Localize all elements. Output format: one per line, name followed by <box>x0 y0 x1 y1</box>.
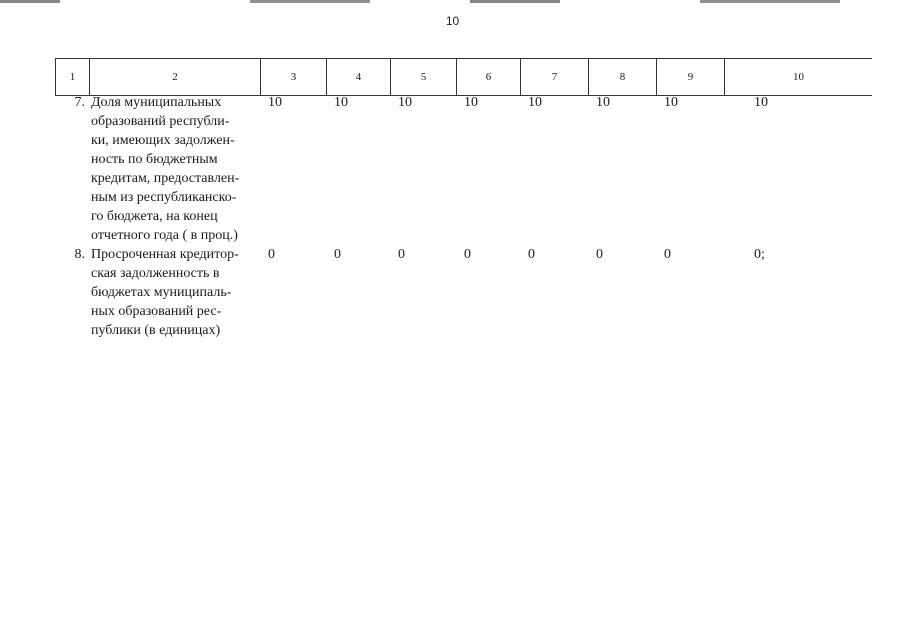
row-value-col-6: 10 <box>464 95 478 110</box>
header-col-7: 7 <box>520 59 588 95</box>
header-col-9: 9 <box>656 59 724 95</box>
table-header-row <box>55 58 872 96</box>
header-col-6: 6 <box>456 59 520 95</box>
header-col-3: 3 <box>260 59 326 95</box>
row-description: Просроченная кредитор- ская задолженность в бюджетах муниципаль- ных образований рес- публики (в единицах) <box>91 247 239 338</box>
table-row <box>55 245 872 340</box>
row-description: Доля муниципальных образований республи- ки, имеющих задолжен- ность по бюджетным кредитам, предоставлен- ным из республиканско- го бюджета, на конец отчетного года ( в проц.) <box>91 95 240 243</box>
row-number: 8. <box>74 247 85 262</box>
row-value-col-5: 10 <box>398 95 412 110</box>
page-number: 10 <box>445 14 460 28</box>
header-col-4: 4 <box>326 59 390 95</box>
header-col-1: 1 <box>55 59 89 95</box>
row-value-col-8: 10 <box>596 95 610 110</box>
row-value-col-10: 0; <box>754 247 765 262</box>
row-value-col-10: 10 <box>754 95 768 110</box>
table-row <box>55 93 872 245</box>
row-value-col-8: 0 <box>596 247 603 262</box>
row-value-col-9: 0 <box>664 247 671 262</box>
row-value-col-4: 0 <box>334 247 341 262</box>
header-col-2: 2 <box>89 59 260 95</box>
scan-edge-artifact <box>0 0 905 3</box>
row-value-col-7: 10 <box>528 95 542 110</box>
row-value-col-7: 0 <box>528 247 535 262</box>
row-value-col-9: 10 <box>664 95 678 110</box>
header-col-8: 8 <box>588 59 656 95</box>
header-col-10: 10 <box>724 59 872 95</box>
header-col-5: 5 <box>390 59 456 95</box>
row-value-col-5: 0 <box>398 247 405 262</box>
row-value-col-6: 0 <box>464 247 471 262</box>
row-number: 7. <box>74 95 85 110</box>
row-value-col-4: 10 <box>334 95 348 110</box>
row-value-col-3: 0 <box>268 247 275 262</box>
row-value-col-3: 10 <box>268 95 282 110</box>
